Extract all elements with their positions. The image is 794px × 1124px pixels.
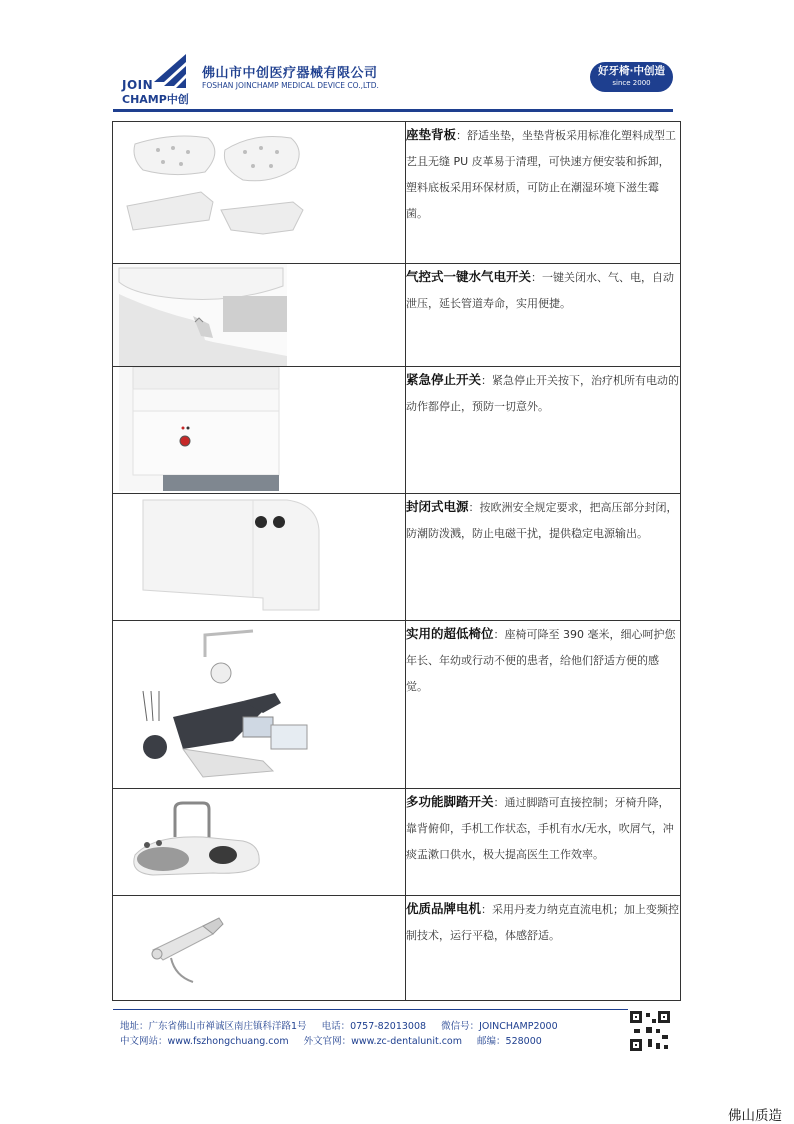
feature-text-cell	[406, 494, 681, 621]
feature-description: 座椅可降至 390 毫米，细心呵护您年长、年幼或行动不便的患者，给他们舒适方便的感觉。	[406, 628, 676, 693]
origin-label: 佛山质造	[728, 1108, 782, 1124]
feature-image-cell	[113, 896, 406, 1001]
feature-description: 紧急停止开关按下，治疗机所有电动的动作都停止，预防一切意外。	[406, 374, 680, 413]
seat-cushion-backrest-photo	[113, 122, 405, 263]
feature-text-cell	[406, 789, 681, 896]
feature-image-cell	[113, 367, 406, 494]
postcode-text: 邮编：528000	[477, 1036, 542, 1047]
feature-separator: ：	[468, 501, 480, 514]
feature-title: 封闭式电源	[406, 499, 469, 514]
feature-separator: ：	[481, 374, 493, 387]
logo-text-join: JOIN	[122, 78, 154, 92]
feature-row	[113, 789, 681, 896]
logo-text-champ	[122, 91, 189, 107]
feature-separator: ：	[481, 903, 493, 916]
foreign-website-link[interactable]: 外文官网：www.zc-dentalunit.com	[303, 1036, 463, 1047]
air-water-power-switch-photo	[113, 264, 405, 366]
feature-text-cell	[406, 367, 681, 494]
company-logo-icon	[150, 52, 190, 92]
dental-chair-low-position-photo	[113, 621, 405, 788]
feature-separator: ：	[456, 129, 468, 142]
feature-text-cell	[406, 896, 681, 1001]
footer-line-2	[120, 1034, 570, 1049]
phone-text: 电话：0757-82013008	[321, 1021, 427, 1032]
feature-description: 一键关闭水、气、电，自动泄压，延长管道寿命，实用便捷。	[406, 271, 675, 310]
company-name-cn: 佛山市中创医疗器械有限公司	[202, 66, 378, 81]
feature-image-cell	[113, 621, 406, 789]
feature-separator: ：	[493, 628, 505, 641]
feature-table	[112, 121, 681, 1001]
emergency-stop-switch-photo	[113, 367, 405, 493]
feature-description: 通过脚踏可直接控制；牙椅升降，靠背俯仰，手机工作状态，手机有水/无水，吹屑气，冲痰盂漱口供水，极大提高医生工作效率。	[406, 796, 674, 861]
feature-title: 实用的超低椅位	[406, 626, 494, 641]
since-text: since 2000	[612, 79, 651, 87]
cn-website-link[interactable]: 中文网站：www.fszhongchuang.com	[120, 1036, 289, 1047]
feature-description: 采用丹麦力纳克直流电机；加上变频控制技术，运行平稳，体感舒适。	[406, 903, 680, 942]
feature-image-cell	[113, 264, 406, 367]
feature-text-cell	[406, 122, 681, 264]
qr-code-icon	[628, 1009, 672, 1053]
feature-title: 优质品牌电机	[406, 901, 482, 916]
feature-row	[113, 122, 681, 264]
logo-champ-cn: 中创	[166, 93, 189, 106]
feature-row	[113, 494, 681, 621]
footer-divider	[113, 1009, 628, 1010]
slogan-badge	[590, 62, 673, 92]
header-divider	[113, 109, 673, 112]
enclosed-power-supply-photo	[113, 494, 405, 620]
feature-image-cell	[113, 122, 406, 264]
feature-title: 座垫背板	[406, 127, 457, 142]
slogan-text: 好牙椅·中创造	[598, 65, 665, 77]
feature-text-cell	[406, 621, 681, 789]
feature-description: 舒适坐垫，坐垫背板采用标准化塑料成型工艺且无缝 PU 皮革易于清理，可快速方便安装和拆卸，塑料底板采用环保材质，可防止在潮湿环境下滋生霉菌。	[406, 129, 677, 220]
feature-row	[113, 896, 681, 1001]
footer-line-1	[120, 1019, 570, 1034]
wechat-text: 微信号：JOINCHAMP2000	[441, 1021, 558, 1032]
address-text: 地址：广东省佛山市禅诚区南庄镇科洋路1号	[120, 1021, 307, 1032]
company-name-en: FOSHAN JOINCHAMP MEDICAL DEVICE CO.,LTD.	[202, 81, 379, 90]
brand-dc-motor-photo	[113, 896, 405, 1000]
feature-row	[113, 621, 681, 789]
feature-separator: ：	[531, 271, 543, 284]
feature-separator: ：	[493, 796, 505, 809]
feature-image-cell	[113, 494, 406, 621]
multifunction-foot-pedal-photo	[113, 789, 405, 895]
feature-title: 多功能脚踏开关	[406, 794, 494, 809]
feature-description: 按欧洲安全规定要求，把高压部分封闭，防潮防泼溅，防止电磁干扰，提供稳定电源输出。	[406, 501, 678, 540]
feature-image-cell	[113, 789, 406, 896]
feature-text-cell	[406, 264, 681, 367]
feature-title: 气控式一键水气电开关	[406, 269, 532, 284]
logo-champ-en: CHAMP	[122, 93, 167, 106]
feature-title: 紧急停止开关	[406, 372, 482, 387]
contact-footer	[120, 1019, 570, 1049]
feature-row	[113, 367, 681, 494]
page-header	[0, 0, 794, 120]
feature-row	[113, 264, 681, 367]
